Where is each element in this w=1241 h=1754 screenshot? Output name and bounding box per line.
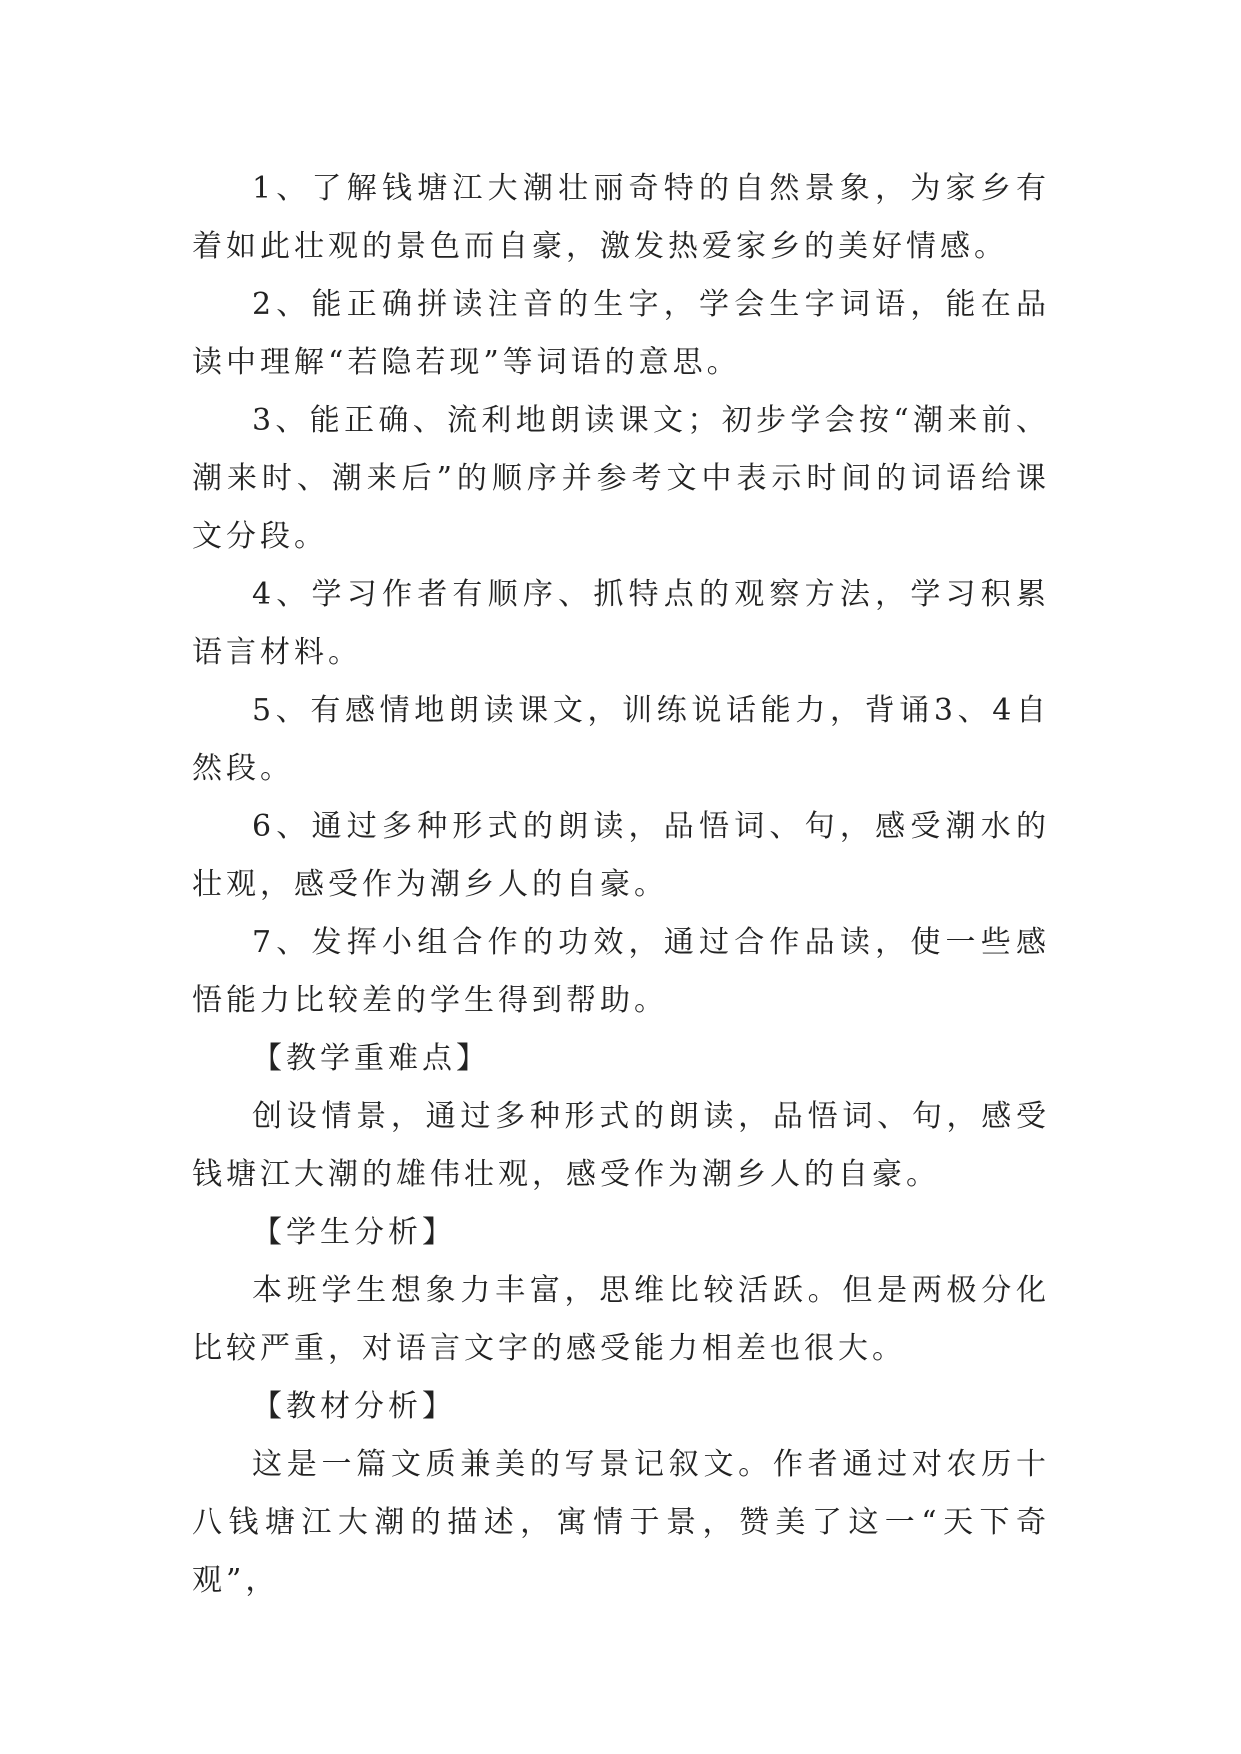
objective-3: 3、能正确、流利地朗读课文；初步学会按“潮来前、潮来时、潮来后”的顺序并参考文中表示时间的词语给课文分段。	[192, 403, 1050, 554]
student-analysis-text: 本班学生想象力丰富，思维比较活跃。但是两极分化比较严重，对语言文字的感受能力相差也很大。	[192, 1273, 1050, 1366]
objective-2: 2、能正确拼读注音的生字，学会生字词语，能在品读中理解“若隐若现”等词语的意思。	[192, 287, 1050, 380]
section-heading-material-analysis: 【教材分析】	[252, 1389, 456, 1424]
document-body	[192, 160, 1050, 1610]
key-points-text: 创设情景，通过多种形式的朗读，品悟词、句，感受钱塘江大潮的雄伟壮观，感受作为潮乡人的自豪。	[192, 1099, 1050, 1192]
objective-5: 5、有感情地朗读课文，训练说话能力，背诵3、4自然段。	[192, 693, 1050, 786]
objective-4: 4、学习作者有顺序、抓特点的观察方法，学习积累语言材料。	[192, 577, 1050, 670]
section-heading-student-analysis: 【学生分析】	[252, 1215, 456, 1250]
objective-1: 1、了解钱塘江大潮壮丽奇特的自然景象，为家乡有着如此壮观的景色而自豪，激发热爱家乡的美好情感。	[192, 171, 1050, 264]
material-analysis-text: 这是一篇文质兼美的写景记叙文。作者通过对农历十八钱塘江大潮的描述，寓情于景，赞美了这一“天下奇观”，	[192, 1447, 1050, 1598]
section-heading-key-points: 【教学重难点】	[252, 1041, 490, 1076]
objective-7: 7、发挥小组合作的功效，通过合作品读，使一些感悟能力比较差的学生得到帮助。	[192, 925, 1050, 1018]
objective-6: 6、通过多种形式的朗读，品悟词、句，感受潮水的壮观，感受作为潮乡人的自豪。	[192, 809, 1050, 902]
